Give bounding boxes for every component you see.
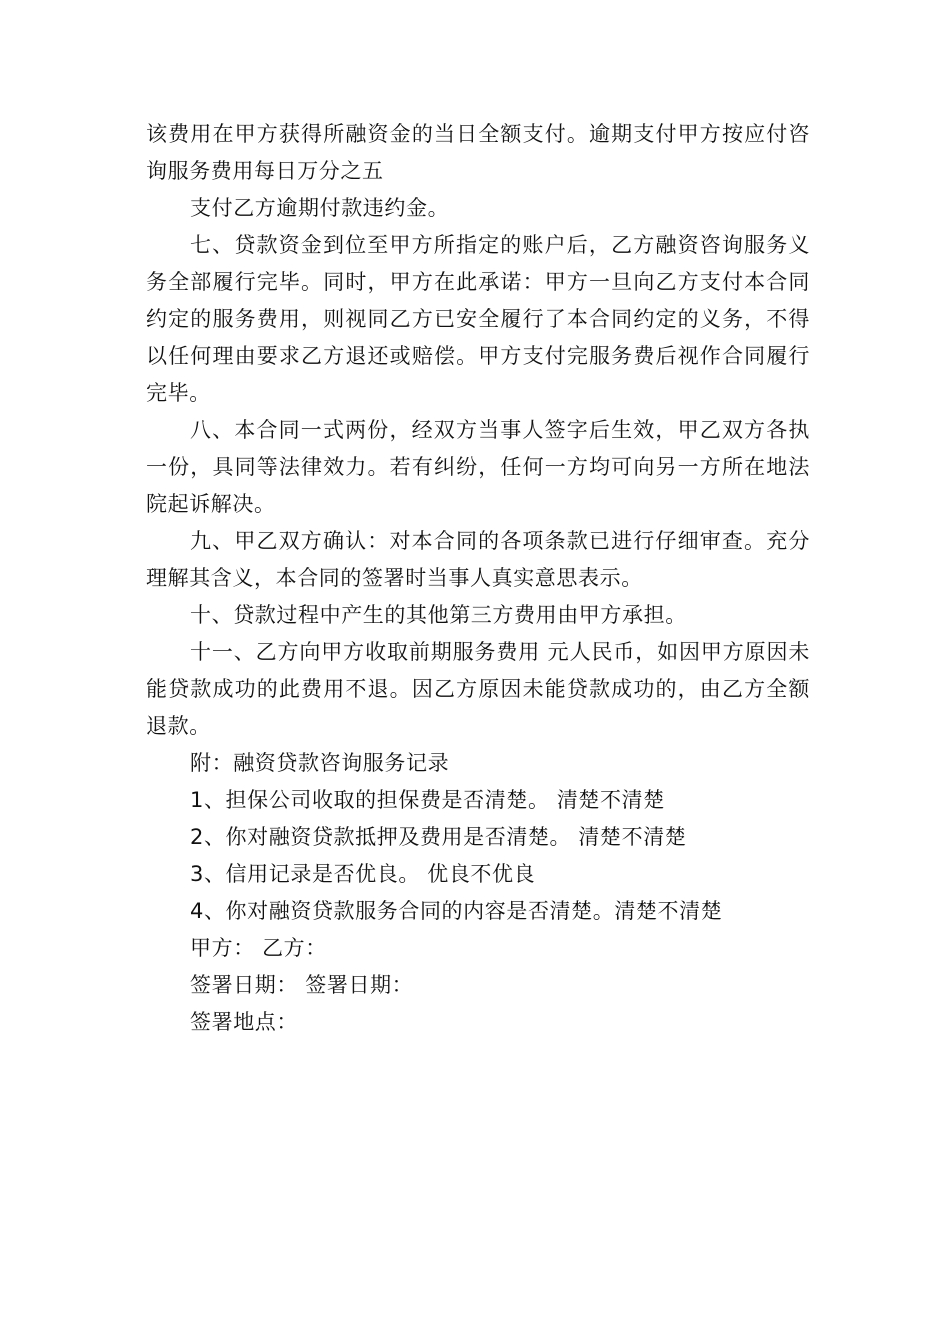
appendix-title: 附：融资贷款咨询服务记录 (190, 751, 450, 775)
clause-11: 十一、乙方向甲方收取前期服务费用 元人民币，如因甲方原因未能贷款成功的此费用不退。因乙方原因未能贷款成功的，由乙方全额退款。 (146, 640, 810, 738)
clause-10: 十、贷款过程中产生的其他第三方费用由甲方承担。 (190, 603, 687, 627)
document-body (146, 116, 810, 1041)
paragraph-payment-terms: 该费用在甲方获得所融资金的当日全额支付。逾期支付甲方按应付咨询服务费用每日万分之五 (146, 122, 810, 183)
clause-7: 七、贷款资金到位至甲方所指定的账户后，乙方融资咨询服务义务全部履行完毕。同时，甲方在此承诺：甲方一旦向乙方支付本合同约定的服务费用，则视同乙方已安全履行了本合同约定的义务，不得以任何理由要求乙方退还或赔偿。甲方支付完服务费后视作合同履行完毕。 (146, 233, 810, 405)
paragraph-late-fee: 支付乙方逾期付款违约金。 (190, 196, 450, 220)
clause-9: 九、甲乙双方确认：对本合同的各项条款已进行仔细审查。充分理解其含义，本合同的签署时当事人真实意思表示。 (146, 529, 810, 590)
appendix-item-1: 1、担保公司收取的担保费是否清楚。 清楚不清楚 (190, 788, 665, 812)
appendix-item-4: 4、你对融资贷款服务合同的内容是否清楚。清楚不清楚 (190, 899, 723, 923)
appendix-item-2: 2、你对融资贷款抵押及费用是否清楚。 清楚不清楚 (190, 825, 687, 849)
signature-place: 签署地点： (190, 1010, 298, 1034)
appendix-item-3: 3、信用记录是否优良。 优良不优良 (190, 862, 536, 886)
clause-8: 八、本合同一式两份，经双方当事人签字后生效，甲乙双方各执一份，具同等法律效力。若有纠纷，任何一方均可向另一方所在地法院起诉解决。 (146, 418, 810, 516)
signature-parties: 甲方： 乙方： (190, 936, 327, 960)
signature-dates: 签署日期： 签署日期： (190, 973, 414, 997)
